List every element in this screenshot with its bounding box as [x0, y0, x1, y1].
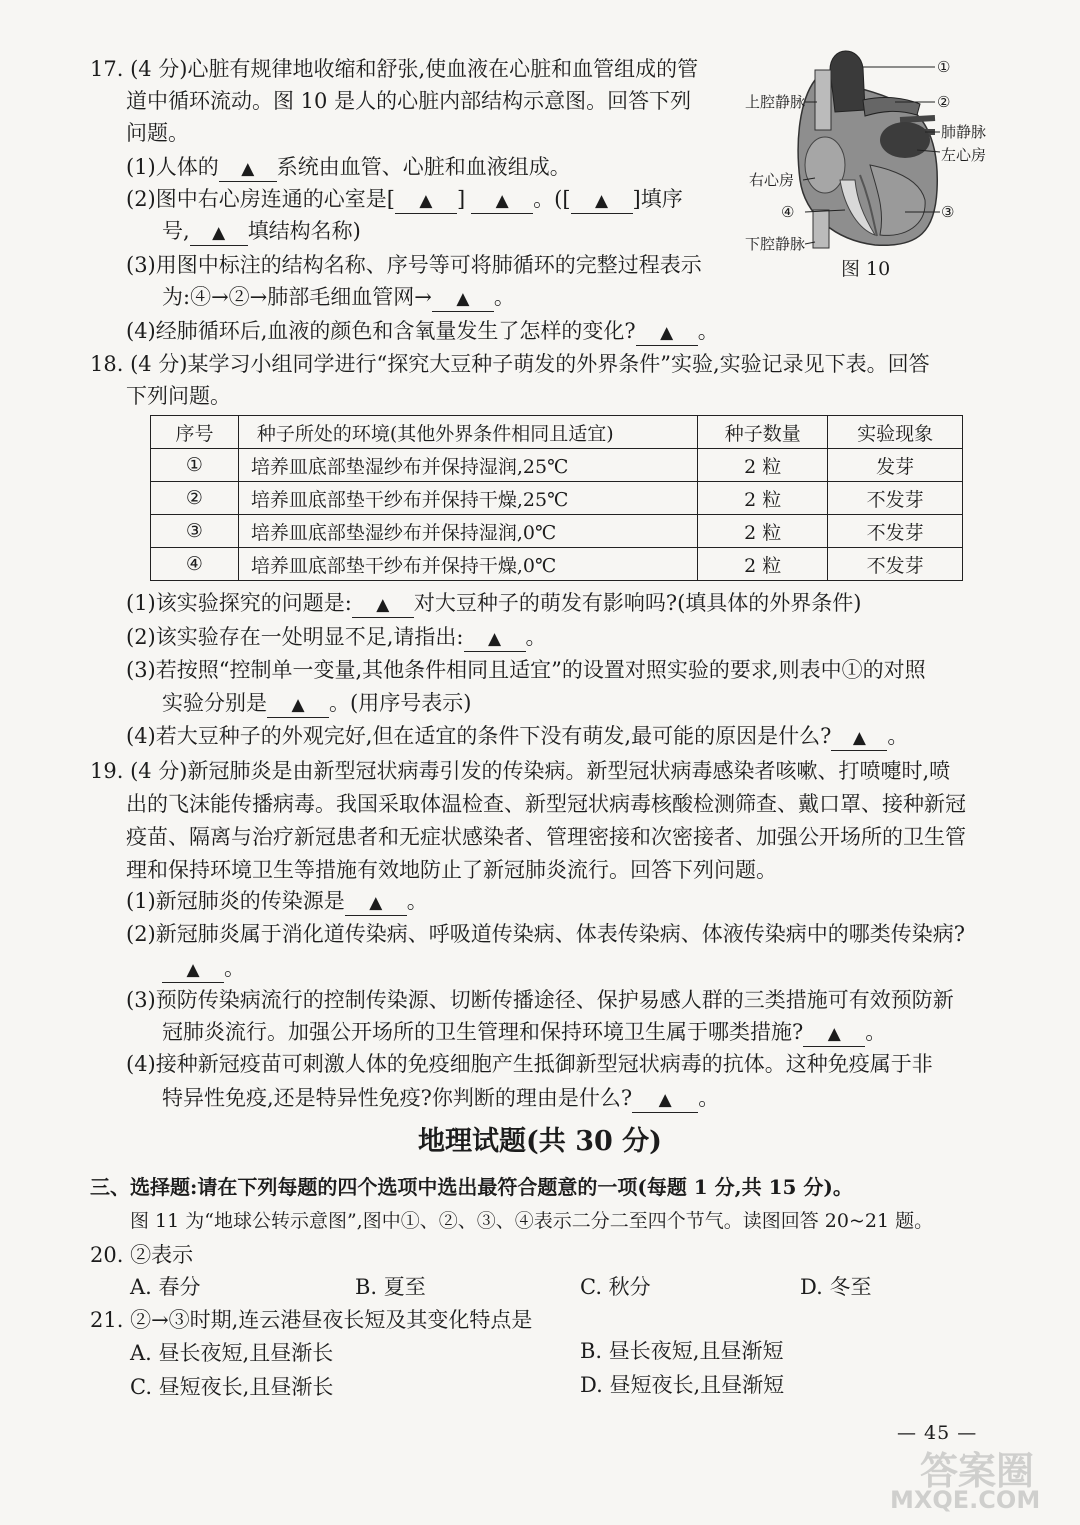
figure-label-right-atrium: 右心房 — [749, 171, 795, 189]
q21-option-a[interactable]: A. 昼长夜短,且昼渐长 — [130, 1341, 334, 1365]
table-cell: ② — [151, 482, 239, 515]
q19-sub-3: (3)预防传染病流行的控制传染源、切断传播途径、保护易感人群的三类措施可有效预防新 — [126, 988, 954, 1012]
table-cell: ④ — [151, 548, 239, 581]
table-cell: 2 粒 — [698, 515, 828, 548]
q19-line-3: 疫苗、隔离与治疗新冠患者和无症状感染者、管理密接和次密接者、加强公开场所的卫生管 — [126, 825, 966, 849]
table-row — [151, 482, 963, 515]
section-instructions: 三、选择题:请在下列每题的四个选项中选出最符合题意的一项(每题 1 分,共 15 分)。 — [90, 1175, 853, 1199]
experiment-table — [150, 415, 963, 581]
answer-blank[interactable]: ▲ — [352, 591, 414, 618]
column-header: 种子数量 — [698, 416, 828, 449]
q17-line-2: 道中循环流动。图 10 是人的心脏内部结构示意图。回答下列 — [126, 89, 692, 113]
q21-option-d[interactable]: D. 昼短夜长,且昼渐短 — [580, 1373, 785, 1397]
q19-sub-4: (4)接种新冠疫苗可刺激人体的免疫细胞产生抵御新型冠状病毒的抗体。这种免疫属于非 — [126, 1052, 933, 1076]
q17-line-1: 17. (4 分)心脏有规律地收缩和舒张,使血液在心脏和血管组成的管 — [90, 57, 699, 81]
answer-blank[interactable]: ▲ — [471, 187, 533, 214]
table-row — [151, 449, 963, 482]
table-cell: 2 粒 — [698, 482, 828, 515]
q18-sub-3: (3)若按照“控制单一变量,其他条件相同且适宜”的设置对照实验的要求,则表中①的对照 — [126, 658, 926, 682]
q17-sub-4: (4)经肺循环后,血液的颜色和含氧量发生了怎样的变化? ▲ 。 — [126, 316, 719, 346]
q21-stem: 21. ②→③时期,连云港昼夜长短及其变化特点是 — [90, 1308, 533, 1332]
answer-blank[interactable]: ▲ — [162, 956, 224, 983]
answer-blank[interactable]: ▲ — [636, 319, 698, 346]
table-cell: 不发芽 — [828, 515, 963, 548]
q17-sub-1: (1)人体的 ▲ 系统由血管、心脏和血液组成。 — [126, 152, 571, 182]
q19-sub-2: (2)新冠肺炎属于消化道传染病、呼吸道传染病、体表传染病、体液传染病中的哪类传染病? — [126, 922, 966, 946]
q17-sub-2: (2)图中右心房连通的心室是[ ▲ ] ▲ 。([ ▲ ]填序 — [126, 184, 683, 214]
table-cell: 2 粒 — [698, 449, 828, 482]
q20-option-d[interactable]: D. 冬至 — [800, 1275, 872, 1299]
q19-line-1: 19. (4 分)新冠肺炎是由新型冠状病毒引发的传染病。新型冠状病毒感染者咳嗽、打喷嚏时,喷 — [90, 759, 951, 783]
q20-option-c[interactable]: C. 秋分 — [580, 1275, 651, 1299]
table-cell: 2 粒 — [698, 548, 828, 581]
watermark-logo-text: 答案圈 — [920, 1449, 1035, 1493]
q20-option-b[interactable]: B. 夏至 — [355, 1275, 426, 1299]
q20-stem: 20. ②表示 — [90, 1243, 194, 1267]
table-cell: 不发芽 — [828, 548, 963, 581]
q19-line-2: 出的飞沫能传播病毒。我国采取体温检查、新型冠状病毒核酸检测筛查、戴口罩、接种新冠 — [126, 792, 966, 816]
answer-blank[interactable]: ▲ — [345, 889, 407, 916]
q19-sub-3-cont: 冠肺炎流行。加强公开场所的卫生管理和保持环境卫生属于哪类措施? ▲ 。 — [162, 1017, 886, 1047]
q17-sub-2-cont: 号, ▲ 填结构名称) — [162, 216, 361, 246]
figure-label-pulmonary-vein: 肺静脉 — [941, 123, 987, 141]
q17-sub-3-cont: 为:④→②→肺部毛细血管网→ ▲ 。 — [162, 282, 515, 312]
table-cell: 培养皿底部垫湿纱布并保持湿润,25℃ — [238, 449, 697, 482]
q18-sub-3-cont: 实验分别是 ▲ 。(用序号表示) — [162, 688, 471, 718]
q19-sub-1: (1)新冠肺炎的传染源是 ▲ 。 — [126, 886, 428, 916]
table-row — [151, 515, 963, 548]
figure-label-upper-vena-cava: 上腔静脉 — [745, 93, 806, 111]
page-number: — 45 — — [897, 1422, 978, 1444]
table-cell: 培养皿底部垫干纱布并保持干燥,0℃ — [238, 548, 697, 581]
answer-blank[interactable]: ▲ — [803, 1020, 865, 1047]
watermark-logo — [890, 1440, 1075, 1520]
column-header: 实验现象 — [828, 416, 963, 449]
answer-blank[interactable]: ▲ — [267, 691, 329, 718]
table-cell: ① — [151, 449, 239, 482]
figure-caption: 图 10 — [841, 258, 891, 280]
q20-option-a[interactable]: A. 春分 — [130, 1275, 201, 1299]
section-title: 地理试题(共 30 分) — [418, 1126, 662, 1157]
column-header: 种子所处的环境(其他外界条件相同且适宜) — [238, 416, 697, 449]
heart-diagram — [745, 40, 1060, 290]
q18-sub-2: (2)该实验存在一处明显不足,请指出: ▲ 。 — [126, 622, 547, 652]
q17-line-3: 问题。 — [126, 121, 189, 145]
table-cell: 发芽 — [828, 449, 963, 482]
q18-sub-1: (1)该实验探究的问题是: ▲ 对大豆种子的萌发有影响吗?(填具体的外界条件) — [126, 588, 861, 618]
answer-blank[interactable]: ▲ — [464, 625, 526, 652]
figure-label-left-atrium: 左心房 — [941, 146, 987, 164]
q19-line-4: 理和保持环境卫生等措施有效地防止了新冠肺炎流行。回答下列问题。 — [126, 858, 777, 882]
q21-option-c[interactable]: C. 昼短夜长,且昼渐长 — [130, 1375, 334, 1399]
answer-blank[interactable]: ▲ — [432, 285, 494, 312]
table-cell: 培养皿底部垫干纱布并保持干燥,25℃ — [238, 482, 697, 515]
answer-blank[interactable]: ▲ — [395, 187, 457, 214]
q19-sub-4-cont: 特异性免疫,还是特异性免疫?你判断的理由是什么? ▲ 。 — [162, 1083, 719, 1113]
figure-label-4: ④ — [781, 203, 795, 221]
column-header: 序号 — [151, 416, 239, 449]
q18-sub-4: (4)若大豆种子的外观完好,但在适宜的条件下没有萌发,最可能的原因是什么? ▲ 。 — [126, 721, 908, 751]
table-cell: ③ — [151, 515, 239, 548]
table-row — [151, 548, 963, 581]
figure-label-1: ① — [937, 58, 951, 76]
answer-blank[interactable]: ▲ — [571, 187, 633, 214]
answer-blank[interactable]: ▲ — [190, 219, 248, 246]
q18-line-1: 18. (4 分)某学习小组同学进行“探究大豆种子萌发的外界条件”实验,实验记录见下表。回答 — [90, 352, 930, 376]
watermark-site-text: MXQE.COM — [890, 1486, 1041, 1514]
figure-label-2: ② — [937, 93, 951, 111]
figure-label-lower-vena-cava: 下腔静脉 — [745, 235, 806, 253]
answer-blank[interactable]: ▲ — [632, 1086, 698, 1113]
answer-blank[interactable]: ▲ — [831, 724, 887, 751]
table-cell: 培养皿底部垫湿纱布并保持湿润,0℃ — [238, 515, 697, 548]
q19-sub-2-cont: ▲ 。 — [162, 953, 245, 983]
q21-option-b[interactable]: B. 昼长夜短,且昼渐短 — [580, 1339, 784, 1363]
q17-sub-3: (3)用图中标注的结构名称、序号等可将肺循环的完整过程表示 — [126, 253, 702, 277]
figure-intro: 图 11 为“地球公转示意图”,图中①、②、③、④表示二分二至四个节气。读图回答 20~21 题。 — [130, 1210, 934, 1232]
answer-blank[interactable]: ▲ — [219, 155, 277, 182]
figure-label-3: ③ — [941, 203, 955, 221]
table-header-row — [151, 416, 963, 449]
q18-line-2: 下列问题。 — [126, 384, 231, 408]
table-cell: 不发芽 — [828, 482, 963, 515]
